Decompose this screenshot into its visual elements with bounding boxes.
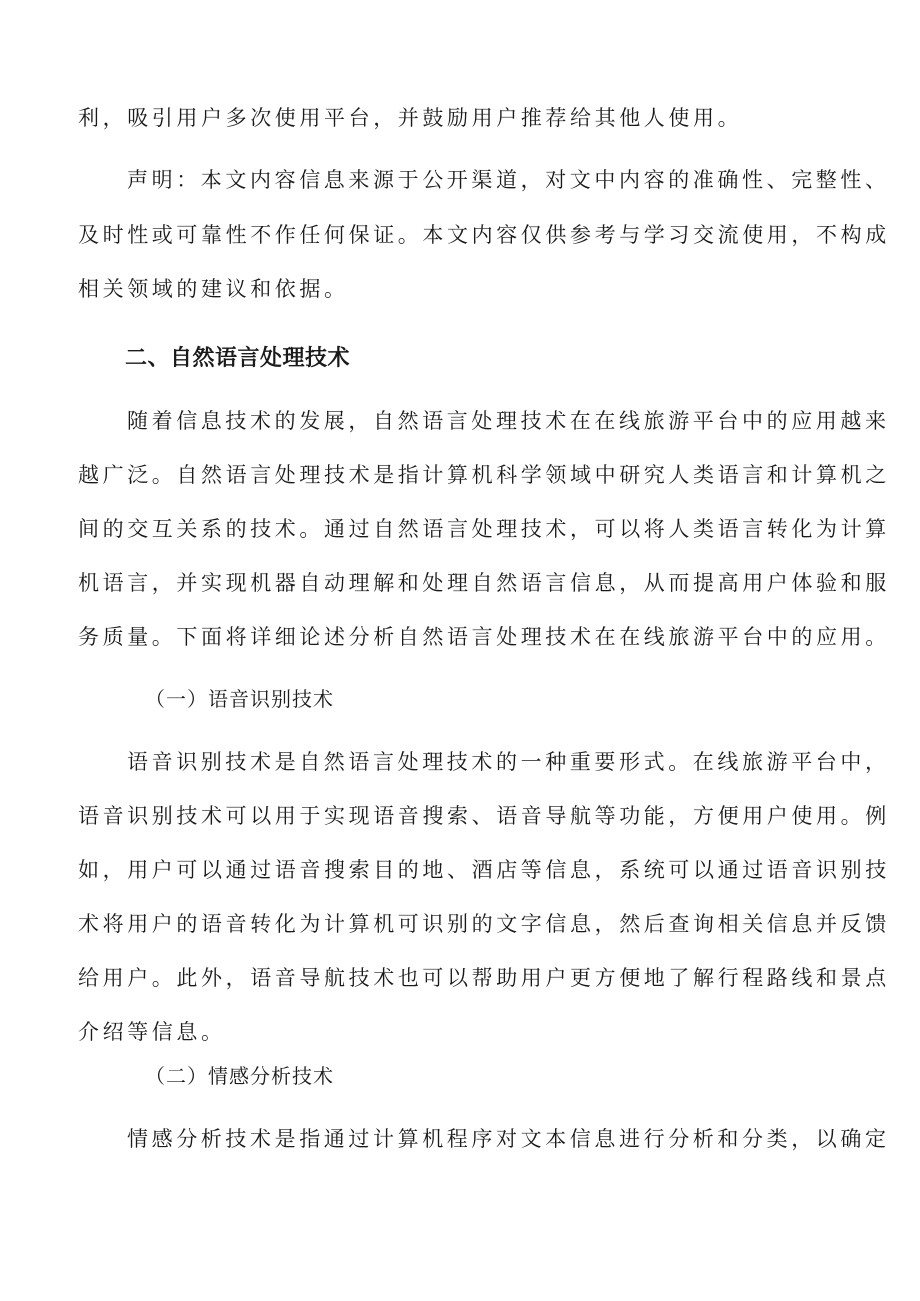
paragraph-line: 随着信息技术的发展，自然语言处理技术在在线旅游平台中的应用越来 xyxy=(127,409,890,433)
paragraph-line: 术将用户的语音转化为计算机可识别的文字信息，然后查询相关信息并反馈 xyxy=(78,912,890,936)
paragraph-line: 语音识别技术可以用于实现语音搜索、语音导航等功能，方便用户使用。例 xyxy=(78,804,890,828)
paragraph-line: 如，用户可以通过语音搜索目的地、酒店等信息，系统可以通过语音识别技 xyxy=(78,858,890,882)
paragraph-line: 越广泛。自然语言处理技术是指计算机科学领域中研究人类语言和计算机之 xyxy=(78,463,890,487)
disclaimer-line: 声明：本文内容信息来源于公开渠道，对文中内容的准确性、完整性、 xyxy=(127,168,890,192)
subsection-title: （二）情感分析技术 xyxy=(145,1064,334,1088)
paragraph-line: 情感分析技术是指通过计算机程序对文本信息进行分析和分类，以确定 xyxy=(127,1127,890,1151)
section-title: 二、自然语言处理技术 xyxy=(125,346,351,371)
paragraph-line: 介绍等信息。 xyxy=(78,1020,226,1044)
disclaimer-line: 及时性或可靠性不作任何保证。本文内容仅供参考与学习交流使用，不构成 xyxy=(78,223,890,247)
paragraph-line: 语音识别技术是自然语言处理技术的一种重要形式。在线旅游平台中， xyxy=(127,750,890,774)
subsection-title: （一）语音识别技术 xyxy=(145,687,334,711)
paragraph-line: 给用户。此外，语音导航技术也可以帮助用户更方便地了解行程路线和景点 xyxy=(78,966,890,990)
paragraph-line: 机语言，并实现机器自动理解和处理自然语言信息，从而提高用户体验和服 xyxy=(78,571,890,595)
disclaimer-line: 相关领域的建议和依据。 xyxy=(78,277,349,301)
paragraph-line: 务质量。下面将详细论述分析自然语言处理技术在在线旅游平台中的应用。 xyxy=(78,625,890,649)
paragraph-line: 间的交互关系的技术。通过自然语言处理技术，可以将人类语言转化为计算 xyxy=(78,517,890,541)
paragraph-line: 利，吸引用户多次使用平台，并鼓励用户推荐给其他人使用。 xyxy=(78,106,743,130)
